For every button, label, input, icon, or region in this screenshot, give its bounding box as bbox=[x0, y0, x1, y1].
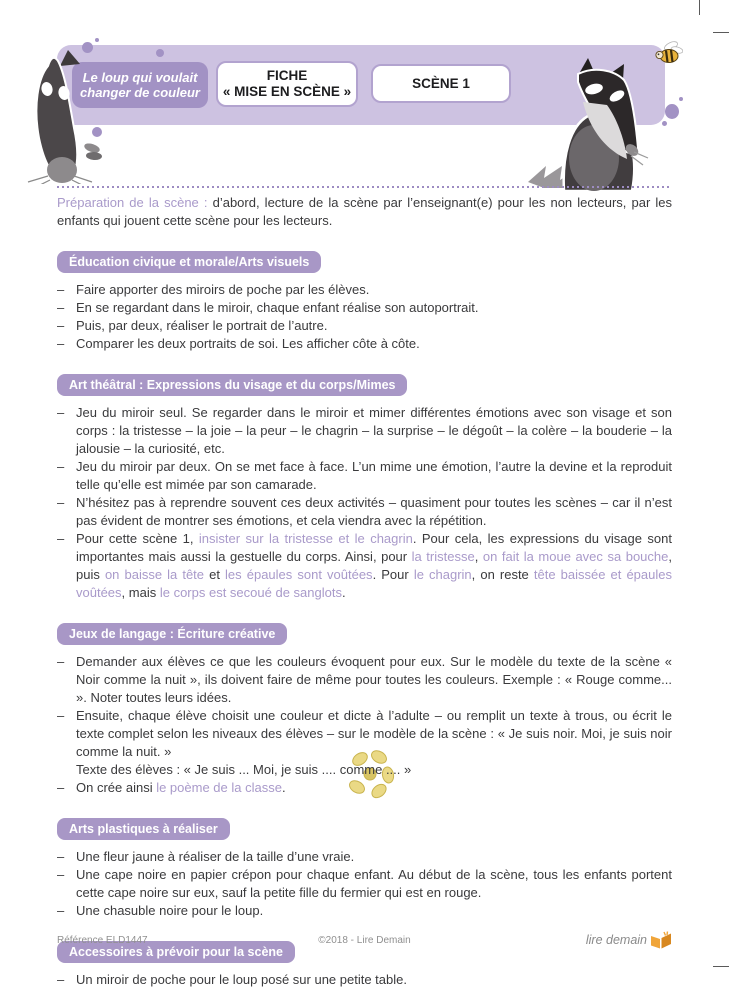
section-title: Jeux de langage : Écriture créative bbox=[69, 627, 276, 641]
highlighted-text: le chagrin bbox=[413, 567, 472, 582]
fiche-label-line2: « MISE EN SCÈNE » bbox=[222, 84, 352, 99]
item-text: , mais bbox=[121, 585, 160, 600]
dash-bullet: – bbox=[57, 780, 65, 795]
section-list bbox=[57, 848, 672, 920]
item-text: , bbox=[474, 549, 483, 564]
list-item bbox=[57, 848, 672, 866]
dash-bullet: – bbox=[57, 336, 65, 351]
item-text: . bbox=[281, 780, 286, 795]
item-text: Texte des élèves : « Je suis ... Moi, je suis .... comme .... » bbox=[76, 762, 412, 777]
section-title: Art théâtral : Expressions du visage et du corps/Mimes bbox=[69, 378, 396, 392]
scene-label: SCÈNE 1 bbox=[412, 75, 470, 91]
paint-splat bbox=[95, 38, 99, 42]
section-title: Éducation civique et morale/Arts visuels bbox=[69, 255, 310, 269]
dash-bullet: – bbox=[57, 282, 65, 297]
list-item bbox=[57, 335, 672, 353]
item-text: Demander aux élèves ce que les couleurs évoquent pour eux. Sur le modèle du texte de la scène « Noir comme la nuit », ils doivent faire de même pour toutes les couleurs. Exemple : « Rouge comme... ». Noter toutes leurs idées. bbox=[76, 654, 672, 705]
section-list bbox=[57, 971, 672, 989]
book-title: Le loup qui voulait changer de couleur bbox=[80, 70, 200, 100]
sections bbox=[57, 251, 672, 989]
list-item bbox=[57, 404, 672, 458]
item-text: En se regardant dans le miroir, chaque enfant réalise son autoportrait. bbox=[76, 300, 479, 315]
content bbox=[57, 186, 672, 989]
item-text: , on reste bbox=[471, 567, 534, 582]
section-title: Arts plastiques à réaliser bbox=[69, 822, 218, 836]
dash-bullet: – bbox=[57, 654, 65, 669]
item-text: Une fleur jaune à réaliser de la taille d’une vraie. bbox=[76, 849, 355, 864]
section-title-badge bbox=[57, 818, 230, 840]
section-list bbox=[57, 653, 672, 797]
dash-bullet: – bbox=[57, 531, 65, 546]
intro-label: Préparation de la scène : bbox=[57, 195, 208, 210]
item-text: Un miroir de poche pour le loup posé sur une petite table. bbox=[76, 972, 407, 987]
item-text: Une cape noire en papier crépon pour chaque enfant. Au début de la scène, tous les enfants portent cette cape noire sur eux, sauf la petite fille du fermier qui est en rouge. bbox=[76, 867, 672, 900]
highlighted-text: la tristesse bbox=[411, 549, 475, 564]
fiche-label-line1: FICHE bbox=[266, 68, 308, 83]
list-item bbox=[57, 902, 672, 920]
wolf-head-icon bbox=[20, 48, 104, 184]
highlighted-text: on baisse la tête bbox=[104, 567, 205, 582]
item-text: . Pour cela, les expressions du visage sont importantes mais aussi la gestuelle du corps. Ainsi, pour bbox=[76, 531, 672, 564]
section-title-badge bbox=[57, 623, 287, 645]
paint-splat bbox=[662, 121, 667, 126]
item-text: Une chasuble noire pour le loup. bbox=[76, 903, 264, 918]
list-item bbox=[57, 866, 672, 902]
list-item bbox=[57, 458, 672, 494]
dash-bullet: – bbox=[57, 405, 65, 420]
list-item bbox=[57, 317, 672, 335]
crop-mark bbox=[699, 0, 700, 15]
item-text: Pour cette scène 1, bbox=[76, 531, 199, 546]
dash-bullet: – bbox=[57, 459, 65, 474]
paint-splat bbox=[665, 104, 679, 119]
list-item bbox=[57, 494, 672, 530]
paint-splat bbox=[679, 97, 683, 101]
list-item bbox=[57, 779, 672, 797]
intro-paragraph bbox=[57, 194, 672, 230]
dash-bullet: – bbox=[57, 300, 65, 315]
dash-bullet: – bbox=[57, 849, 65, 864]
highlighted-text: insister sur la tristesse et le chagrin bbox=[198, 531, 413, 546]
section bbox=[57, 374, 672, 602]
item-text: Jeu du miroir seul. Se regarder dans le miroir et mimer différentes émotions avec son visage et son corps : la tristesse – la joie – la peur – le chagrin – la surprise – le dégoût – la colère – la bouderie – la jalousie – la curiosité, etc. bbox=[76, 405, 672, 456]
item-text: , puis bbox=[76, 549, 672, 582]
list-item bbox=[57, 707, 672, 779]
section-title-badge bbox=[57, 251, 321, 273]
highlighted-text: le corps est secoué de sanglots bbox=[159, 585, 342, 600]
dash-bullet: – bbox=[57, 867, 65, 882]
book-icon bbox=[650, 931, 672, 949]
dash-bullet: – bbox=[57, 495, 65, 510]
section-list bbox=[57, 281, 672, 353]
item-text: N’hésitez pas à reprendre souvent ces deux activités – quasiment pour toutes les scènes – car il n’est pas évident de montrer ses émotions, et cela viendra avec la répétition. bbox=[76, 495, 672, 528]
section-list bbox=[57, 404, 672, 602]
highlighted-text: on fait la moue avec sa bouche bbox=[482, 549, 669, 564]
copyright-label: ©2018 - Lire Demain bbox=[318, 934, 411, 946]
dash-bullet: – bbox=[57, 708, 65, 723]
scene-box bbox=[371, 64, 511, 103]
item-text: Comparer les deux portraits de soi. Les afficher côte à côte. bbox=[76, 336, 420, 351]
section bbox=[57, 818, 672, 920]
bee-icon bbox=[653, 41, 683, 66]
list-item bbox=[57, 530, 672, 602]
crop-mark bbox=[713, 966, 729, 967]
section bbox=[57, 623, 672, 797]
highlighted-text: le poème de la classe bbox=[156, 780, 282, 795]
item-text: Puis, par deux, réaliser le portrait de l’autre. bbox=[76, 318, 328, 333]
highlighted-text: tête baissée et épaules voûtées bbox=[76, 567, 672, 600]
section bbox=[57, 251, 672, 353]
item-text: . Pour bbox=[372, 567, 414, 582]
wolf-icon bbox=[528, 58, 660, 194]
list-item bbox=[57, 971, 672, 989]
dash-bullet: – bbox=[57, 972, 65, 987]
list-item bbox=[57, 299, 672, 317]
list-item bbox=[57, 653, 672, 707]
section-title-badge bbox=[57, 374, 407, 396]
intro-text: d’abord, lecture de la scène par l’enseignant(e) pour les non lecteurs, par les enfants qui jouent cette scène pour les lecteurs. bbox=[57, 195, 672, 228]
dash-bullet: – bbox=[57, 903, 65, 918]
item-text: On crée ainsi bbox=[76, 780, 157, 795]
section-title: Accessoires à prévoir pour la scène bbox=[69, 945, 283, 959]
list-item bbox=[57, 281, 672, 299]
item-text: Jeu du miroir par deux. On se met face à face. L’un mime une émotion, l’autre la devine et la reproduit telle qu’elle est mimée par son camarade. bbox=[76, 459, 672, 492]
fiche-box bbox=[216, 61, 358, 107]
highlighted-text: les épaules sont voûtées bbox=[225, 567, 373, 582]
dotted-separator bbox=[57, 186, 672, 188]
item-text: Faire apporter des miroirs de poche par les élèves. bbox=[76, 282, 370, 297]
item-text: Ensuite, chaque élève choisit une couleur et dicte à l’adulte – ou remplit un texte à trous, ou écrit le texte complet selon les niveaux des élèves – sur le modèle de la scène : « Je suis noir. Moi, je suis noir comme la nuit. » bbox=[76, 708, 672, 759]
dash-bullet: – bbox=[57, 318, 65, 333]
brand-name: lire demain bbox=[585, 933, 647, 947]
crop-mark bbox=[713, 32, 729, 33]
footer bbox=[57, 931, 672, 949]
paint-splat bbox=[156, 49, 164, 57]
item-text: . bbox=[341, 585, 346, 600]
brand bbox=[452, 931, 672, 949]
item-text: et bbox=[204, 567, 226, 582]
reference-label: Référence ELD1447 bbox=[57, 934, 148, 946]
